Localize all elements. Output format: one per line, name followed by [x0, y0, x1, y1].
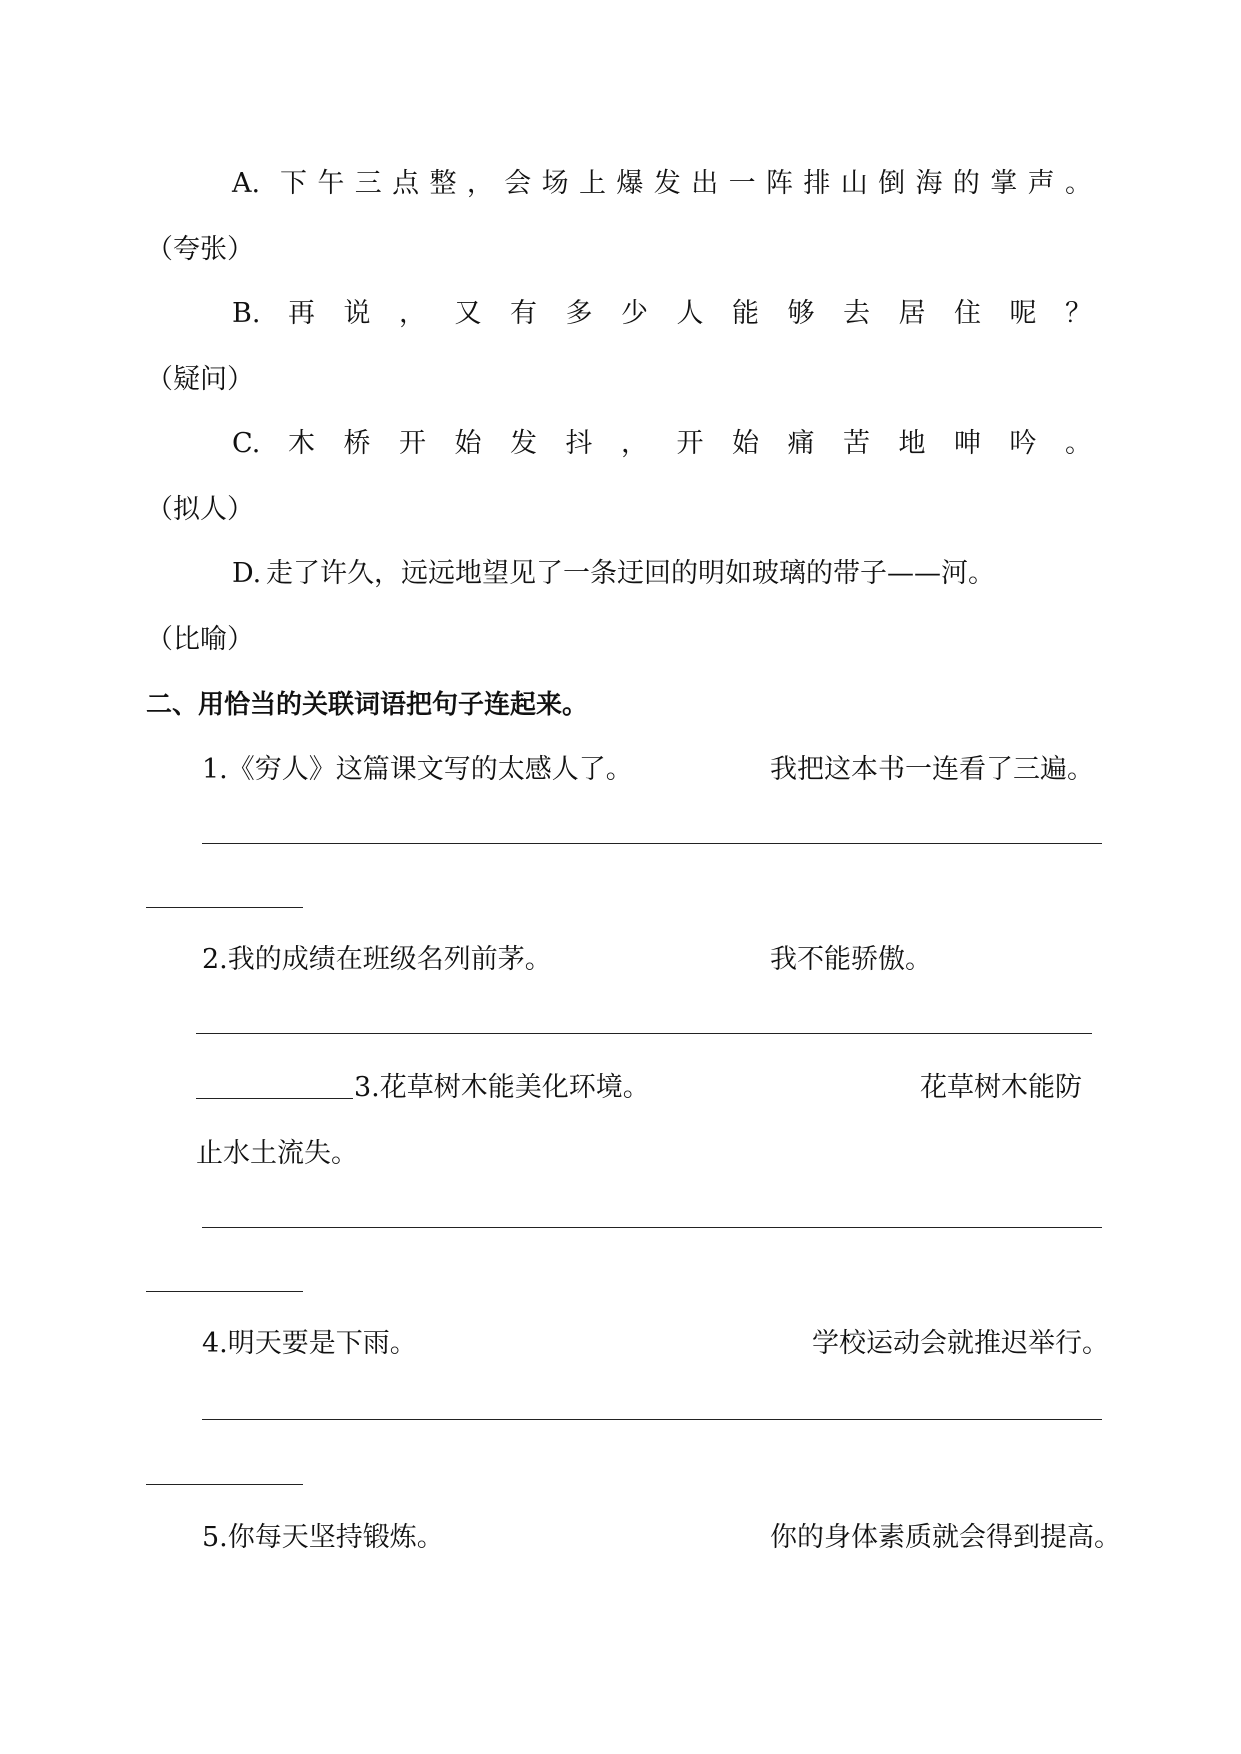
item-c-answer: （拟人） — [146, 494, 254, 525]
item-b-sentence: 再说，又有多少人能够去居住呢？ — [288, 298, 1092, 329]
q3-right-sentence-cont: 止水土流失。 — [196, 1138, 358, 1169]
item-b-answer: （疑问） — [146, 364, 254, 395]
q3-answer-line-cont[interactable] — [146, 1291, 303, 1292]
q3-right-sentence: 花草树木能防 — [920, 1072, 1082, 1103]
item-a-answer: （夸张） — [146, 234, 254, 265]
section-2-title: 二、用恰当的关联词语把句子连起来。 — [146, 690, 589, 720]
item-d-letter: D. — [232, 558, 262, 589]
q4-answer-line[interactable] — [202, 1419, 1102, 1420]
q1-right-sentence: 我把这本书一连看了三遍。 — [770, 754, 1094, 785]
q1-answer-line[interactable] — [202, 843, 1102, 844]
item-d-sentence: 走了许久，远远地望见了一条迂回的明如玻璃的带子——河。 — [266, 558, 995, 589]
item-c-sentence: 木桥开始发抖，开始痛苦地呻吟。 — [288, 428, 1092, 459]
q1-left-sentence: 1.《穷人》这篇课文写的太感人了。 — [202, 754, 633, 785]
q4-left-sentence: 4.明天要是下雨。 — [202, 1328, 417, 1359]
q2-answer-line[interactable] — [196, 1033, 1092, 1034]
item-a-letter: A. — [232, 168, 261, 199]
q3-left-sentence: 3.花草树木能美化环境。 — [354, 1072, 650, 1103]
q4-right-sentence: 学校运动会就推迟举行。 — [812, 1328, 1109, 1359]
q2-right-sentence: 我不能骄傲。 — [770, 944, 932, 975]
q5-right-sentence: 你的身体素质就会得到提高。 — [770, 1522, 1121, 1553]
q3-answer-line[interactable] — [202, 1227, 1102, 1228]
item-b-letter: B. — [232, 298, 261, 329]
item-c-letter: C. — [232, 428, 261, 459]
item-a-sentence: 下午三点整，会场上爆发出一阵排山倒海的掌声。 — [280, 168, 1092, 199]
q5-left-sentence: 5.你每天坚持锻炼。 — [202, 1522, 444, 1553]
q2-left-sentence: 2.我的成绩在班级名列前茅。 — [202, 944, 552, 975]
item-d-answer: （比喻） — [146, 624, 254, 655]
q4-answer-line-cont[interactable] — [146, 1484, 303, 1485]
q2-answer-line-cont[interactable] — [196, 1098, 353, 1099]
q1-answer-line-cont[interactable] — [146, 907, 303, 908]
